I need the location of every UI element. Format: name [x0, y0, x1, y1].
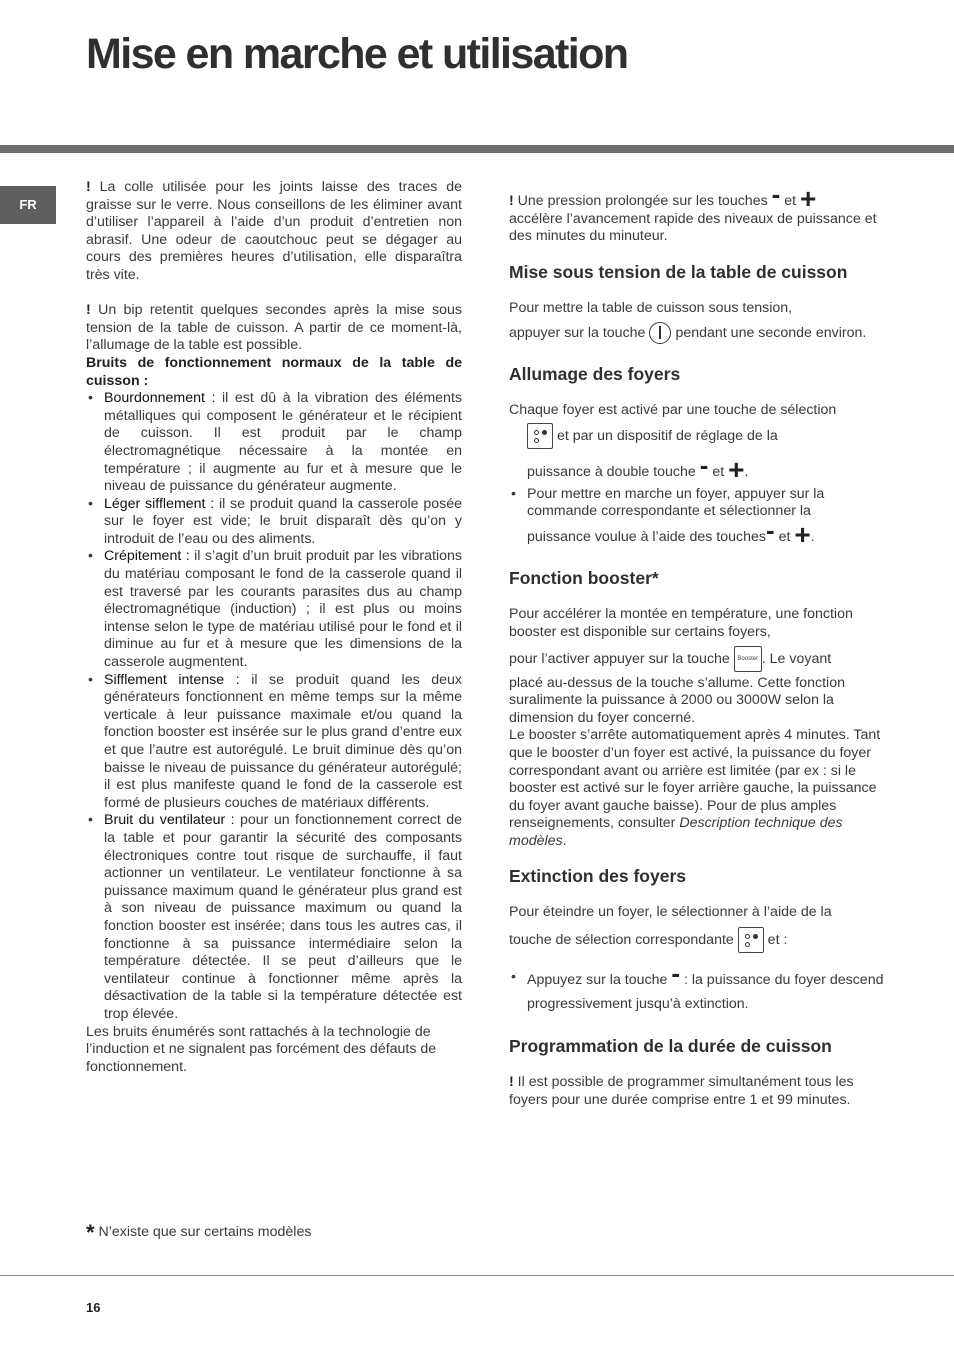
- programming-text: ! Il est possible de programmer simultanément tous les foyers pour une durée comprise entre 1 et 99 minutes.: [509, 1074, 854, 1108]
- list-item: • Sifflement intense : il se produit quand les deux générateurs fonctionnent en même temps sur la même verticale à leur puissance maximale et/ou quand la fonction booster est insérée sur le plus grand d’entre eux et que l’autre est autorégulé. Le bruit diminue dès qu’on baisse le niveau de puissance du générateur autorégulé; il est plus manifeste quand le fond de la casserole est formé de plusieurs couches de matériaux différents.: [86, 672, 462, 813]
- heading-booster: Fonction booster*: [509, 568, 659, 589]
- footer-divider: [0, 1275, 954, 1276]
- heading-switch-off: Extinction des foyers: [509, 866, 686, 887]
- off-text-line: touche de sélection correspondante et :: [509, 927, 889, 953]
- off-list: [509, 958, 889, 1016]
- ignite-text: Chaque foyer est activé par une touche de sélection: [509, 402, 837, 419]
- footnote: * N’existe que sur certains modèles: [86, 1220, 312, 1245]
- power-text: Pour mettre la table de cuisson sous tension,: [509, 299, 793, 316]
- heading-power-on: Mise sous tension de la table de cuisson: [509, 261, 848, 282]
- plus-key-icon: +: [800, 183, 817, 214]
- warning-mark: !: [86, 302, 91, 319]
- list-item: • Crépitement : il s’agit d’un bruit produit par les vibrations du matériau composant le fond de la casserole quand il est traversé par les courants parasites dus au champ électromagnétique (induction) ; il est plus ou moins intense selon le type de matériau utilisé pour le fond et il diminue au fur et à mesure que les dimensions de la casserole augmentent.: [86, 548, 462, 671]
- booster-text-line: pour l’activer appuyer sur la touche Booster . Le voyant: [509, 646, 889, 672]
- heading-programming: Programmation de la durée de cuisson: [509, 1036, 832, 1057]
- zone-select-icon: [738, 927, 764, 953]
- booster-text: Le booster s’arrête automatiquement après 4 minutes. Tant que le booster d’un foyer est activé, la puissance du foyer correspondant avant ou arrière est limitée (par ex : si le booster est activé sur le foyer arrière gauche, la puissance du foyer avant gauche baisse). Pour de plus amples renseignements, consulter Description technique des modèles.: [509, 727, 881, 849]
- noise-heading: Bruits de fonctionnement normaux de la table de cuisson :: [86, 354, 462, 389]
- warning-paragraph-glue: ! La colle utilisée pour les joints laisse des traces de graisse sur le verre. Nous conseillons de les éliminer avant d’utiliser l’appareil à l’aide d’un produit d’entretien non abrasif. Une odeur de caoutchouc peut se dégager au cours des premières heures d’utilisation, elle disparaîtra très vite.: [86, 179, 462, 283]
- list-item: • Bourdonnement : il est dû à la vibration des éléments métalliques qui composent le générateur et le récipient de cuisson. Il est produit par le champ électromagnétique nécessaire à la montée en température ; il augmente au fur et à mesure que le niveau de puissance du générateur augmente.: [86, 390, 462, 496]
- warning-paragraph-beep: ! Un bip retentit quelques secondes après la mise sous tension de la table de cuisson. A partir de ce moment-là, l’allumage de la table est possible.: [86, 302, 462, 354]
- off-text: Pour éteindre un foyer, le sélectionner à l’aide de la: [509, 904, 832, 921]
- right-column: [509, 179, 889, 1109]
- booster-text: Pour accélérer la montée en température, une fonction booster est disponible sur certains foyers,: [509, 606, 853, 640]
- zone-select-icon: [527, 423, 553, 449]
- ignite-list: [509, 485, 889, 550]
- left-column: [86, 179, 462, 1076]
- warning-mark: !: [509, 1074, 514, 1091]
- long-press-note: ! Une pression prolongée sur les touches - et + accélère l’avancement rapide des niveaux de puissance et des minutes du minuteur.: [509, 179, 877, 245]
- plus-key-icon: +: [794, 518, 811, 550]
- closing-paragraph: Les bruits énumérés sont rattachés à la technologie de l’induction et ne signalent pas forcément des défauts de fonctionnement.: [86, 1023, 437, 1075]
- ignite-text-line: et par un dispositif de réglage de la: [509, 423, 889, 449]
- asterisk-icon: *: [86, 1220, 95, 1245]
- warning-mark: !: [86, 179, 91, 195]
- minus-key-icon: -: [771, 179, 781, 209]
- noise-list: [86, 390, 462, 1023]
- power-icon: [649, 322, 671, 344]
- list-item: • Bruit du ventilateur : pour un fonctionnement correct de la table et pour garantir la sécurité des composants électroniques contre tout risque de surchauffe, il faut actionner un ventilateur. Le ventilateur fonctionne à sa puissance maximum quand le générateur plus grand est à son niveau de puissance maximum ou quand la fonction booster est insérée; dans tous les autres cas, il fonctionne à sa puissance intermédiaire selon la température détectée. Il se peut d’ailleurs que le ventilateur continue à fonctionner même après la désactivation de la table si la température détectée est trop élevée.: [86, 812, 462, 1023]
- page-title: Mise en marche et utilisation: [86, 30, 628, 78]
- booster-key-icon: Booster: [734, 646, 762, 672]
- plus-key-icon: +: [728, 453, 745, 485]
- warning-mark: !: [509, 193, 514, 209]
- page-number: 16: [86, 1300, 101, 1315]
- ignite-text-line: puissance à double touche - et +.: [527, 449, 749, 485]
- language-tab: FR: [0, 186, 56, 224]
- title-divider: [0, 145, 954, 153]
- list-item: • Léger sifflement : il se produit quand la casserole posée sur le foyer est vide; le bruit disparaît dès qu’on y introduit de l’eau ou des aliments.: [86, 496, 462, 549]
- minus-key-icon: -: [699, 449, 709, 480]
- booster-text: placé au-dessus de la touche s’allume. Cette fonction suralimente la puissance à 2000 ou 3000W selon la dimension du foyer concerné.: [509, 674, 845, 726]
- minus-key-icon: -: [671, 958, 680, 989]
- list-item: • Appuyez sur la touche - : la puissance du foyer descend progressivement jusqu’à extinction.: [509, 965, 889, 1016]
- minus-key-icon: -: [766, 514, 775, 545]
- power-text-line: appuyer sur la touche pendant une seconde environ.: [509, 322, 889, 344]
- list-item: • Pour mettre en marche un foyer, appuyer sur la commande correspondante et sélectionner la puissance voulue à l’aide des touches- et +.: [509, 486, 889, 547]
- heading-ignition: Allumage des foyers: [509, 364, 681, 385]
